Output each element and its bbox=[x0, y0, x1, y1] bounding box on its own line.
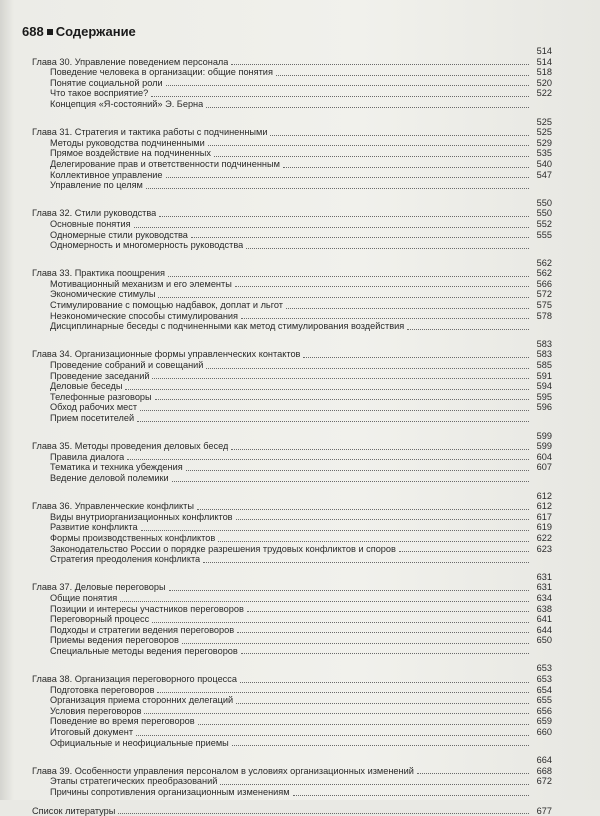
toc-entry bbox=[30, 413, 552, 424]
dot-leader bbox=[155, 398, 529, 400]
toc-entry bbox=[30, 180, 552, 191]
dot-leader bbox=[247, 610, 529, 612]
toc-entry bbox=[30, 371, 552, 382]
toc-entry bbox=[30, 452, 552, 463]
dot-leader bbox=[286, 307, 529, 309]
chapter-block bbox=[30, 491, 552, 565]
chapter-heading-page: 631 bbox=[536, 582, 552, 593]
chapter-block bbox=[30, 198, 552, 251]
dot-leader bbox=[241, 317, 529, 319]
toc-entry bbox=[30, 554, 552, 565]
chapter-start-page bbox=[30, 491, 552, 502]
chapter-heading-page: 653 bbox=[536, 674, 552, 685]
toc-entry-page: 547 bbox=[536, 169, 552, 180]
toc-entry bbox=[30, 593, 552, 604]
toc-entry bbox=[30, 159, 552, 170]
toc-entry-page: 644 bbox=[536, 624, 552, 635]
chapter-start-page-page: 562 bbox=[536, 257, 552, 268]
toc-entry bbox=[30, 625, 552, 636]
bibliography-entry-page: 677 bbox=[536, 805, 552, 816]
dot-leader bbox=[208, 144, 529, 146]
toc-entry-page: 672 bbox=[536, 776, 552, 787]
toc-entry bbox=[30, 170, 552, 181]
dot-leader bbox=[158, 296, 529, 298]
chapter-block bbox=[30, 663, 552, 748]
chapter-heading-title: Глава 37. Деловые переговоры bbox=[32, 582, 166, 593]
chapter-heading bbox=[30, 208, 552, 219]
chapter-heading-title: Глава 30. Управление поведением персонала bbox=[32, 56, 229, 67]
toc-entry-page: 619 bbox=[536, 522, 552, 533]
toc-entry-title: Позиции и интересы участников переговоров bbox=[50, 603, 244, 614]
toc-entry bbox=[30, 706, 552, 717]
toc-entry-page: 622 bbox=[536, 532, 552, 543]
dot-leader bbox=[151, 95, 529, 97]
toc-entry-title: Стратегия преодоления конфликта bbox=[50, 554, 201, 565]
chapter-start-page bbox=[30, 572, 552, 583]
dot-leader bbox=[235, 285, 529, 287]
toc-entry-page: 607 bbox=[536, 462, 552, 473]
toc-entry-title: Причины сопротивления организационным изменениям bbox=[50, 787, 290, 797]
chapter-heading-title: Глава 34. Организационные формы управленческих контактов bbox=[32, 349, 301, 360]
chapter-heading bbox=[30, 766, 552, 777]
toc-entry-page: 655 bbox=[536, 695, 552, 706]
toc-entry bbox=[30, 473, 552, 484]
toc-entry-page: 594 bbox=[536, 381, 552, 392]
toc-entry-page: 566 bbox=[536, 278, 552, 289]
dot-leader bbox=[152, 377, 529, 379]
dot-leader bbox=[198, 723, 529, 725]
toc-entry-title: Развитие конфликта bbox=[50, 522, 138, 533]
toc-entry bbox=[30, 727, 552, 738]
toc-entry-title: Формы производственных конфликтов bbox=[50, 532, 216, 543]
toc-entry-page: 654 bbox=[536, 684, 552, 695]
toc-entry bbox=[30, 787, 552, 798]
dot-leader bbox=[144, 712, 529, 714]
toc-entry-title: Делегирование прав и ответственности подчиненным bbox=[50, 158, 280, 169]
chapter-start-page-page: 599 bbox=[536, 430, 552, 441]
dot-leader bbox=[407, 328, 529, 330]
toc-entry-title: Законодательство России о порядке разрешения трудовых конфликтов и споров bbox=[50, 543, 396, 554]
chapter-heading bbox=[30, 441, 552, 452]
toc-entry-page: 540 bbox=[536, 158, 552, 169]
toc-entry bbox=[30, 311, 552, 322]
toc-entry bbox=[30, 695, 552, 706]
dot-leader bbox=[152, 621, 529, 623]
toc-entry bbox=[30, 88, 552, 99]
dot-leader bbox=[231, 448, 529, 450]
toc-entry bbox=[30, 402, 552, 413]
dot-leader bbox=[136, 734, 529, 736]
toc-entry-title: Приемы ведения переговоров bbox=[50, 635, 179, 646]
dot-leader bbox=[141, 529, 529, 531]
toc-entry-page: 638 bbox=[536, 603, 552, 614]
toc-entry-title: Мотивационный механизм и его элементы bbox=[50, 278, 232, 289]
toc-entry-page: 578 bbox=[536, 310, 552, 321]
toc-entry bbox=[30, 522, 552, 533]
dot-leader bbox=[270, 134, 529, 136]
toc-entry-title: Понятие социальной роли bbox=[50, 77, 163, 88]
toc-entry bbox=[30, 716, 552, 727]
toc-entry-title: Поведение во время переговоров bbox=[50, 716, 195, 727]
chapter-heading-page: 514 bbox=[536, 56, 552, 67]
toc-entry bbox=[30, 289, 552, 300]
toc-entry bbox=[30, 776, 552, 787]
toc-entry bbox=[30, 219, 552, 230]
dot-leader bbox=[293, 794, 529, 796]
dot-leader bbox=[168, 275, 529, 277]
dot-leader bbox=[137, 420, 529, 422]
chapter-block bbox=[30, 339, 552, 424]
dot-leader bbox=[166, 176, 529, 178]
toc-entry bbox=[30, 381, 552, 392]
dot-leader bbox=[236, 702, 529, 704]
dot-leader bbox=[246, 247, 529, 249]
toc-entry-title: Дисциплинарные беседы с подчиненными как метод стимулирования воздействия bbox=[50, 321, 405, 332]
toc-entry-title: Организация приема сторонних делегаций bbox=[50, 695, 234, 706]
toc-entry-page: 617 bbox=[536, 511, 552, 522]
dot-leader bbox=[169, 589, 529, 591]
toc-entry bbox=[30, 738, 552, 749]
toc-entry-title: Управление по целям bbox=[50, 180, 143, 191]
toc-entry bbox=[30, 78, 552, 89]
chapter-heading-page: 583 bbox=[536, 349, 552, 360]
dot-leader bbox=[218, 540, 529, 542]
dot-leader bbox=[206, 367, 529, 369]
toc-entry-title: Правила диалога bbox=[50, 451, 125, 462]
toc-entry-title: Поведение человека в организации: общие понятия bbox=[50, 67, 273, 78]
dot-leader bbox=[399, 550, 529, 552]
toc-entry-title: Официальные и неофициальные приемы bbox=[50, 737, 229, 748]
chapter-start-page-page: 631 bbox=[536, 571, 552, 582]
toc-entry-page: 572 bbox=[536, 289, 552, 300]
toc-entry bbox=[30, 99, 552, 110]
toc-entry bbox=[30, 604, 552, 615]
toc-entry-page: 656 bbox=[536, 705, 552, 716]
table-of-contents bbox=[30, 46, 552, 816]
header-page-number: 688 bbox=[22, 24, 44, 39]
toc-entry-page: 591 bbox=[536, 370, 552, 381]
chapter-start-page bbox=[30, 755, 552, 766]
chapter-start-page-page: 664 bbox=[536, 755, 552, 766]
chapter-start-page bbox=[30, 46, 552, 57]
dot-leader bbox=[206, 106, 529, 108]
chapter-heading bbox=[30, 501, 552, 512]
dot-leader bbox=[182, 642, 529, 644]
dot-leader bbox=[157, 691, 529, 693]
chapter-heading bbox=[30, 268, 552, 279]
chapter-start-page-page: 583 bbox=[536, 338, 552, 349]
chapter-heading-page: 668 bbox=[536, 765, 552, 776]
dot-leader bbox=[125, 388, 529, 390]
dot-leader bbox=[197, 508, 529, 510]
toc-entry-page: 660 bbox=[536, 727, 552, 738]
bibliography-entry-title: Список литературы bbox=[32, 805, 116, 816]
dot-leader bbox=[232, 744, 529, 746]
toc-entry bbox=[30, 533, 552, 544]
chapter-heading-title: Глава 35. Методы проведения деловых бесед bbox=[32, 441, 229, 452]
dot-leader bbox=[172, 480, 529, 482]
dot-leader bbox=[127, 458, 529, 460]
toc-entry-page: 634 bbox=[536, 592, 552, 603]
toc-entry-title: Прямое воздействие на подчиненных bbox=[50, 148, 211, 159]
toc-entry bbox=[30, 685, 552, 696]
toc-entry-title: Проведение заседаний bbox=[50, 370, 150, 381]
toc-entry-title: Переговорный процесс bbox=[50, 614, 150, 625]
chapter-block bbox=[30, 258, 552, 332]
chapter-start-page-page: 653 bbox=[536, 663, 552, 674]
chapter-start-page bbox=[30, 198, 552, 209]
chapter-start-page bbox=[30, 663, 552, 674]
toc-entry-page: 535 bbox=[536, 148, 552, 159]
toc-entry-title: Обход рабочих мест bbox=[50, 402, 138, 413]
chapter-heading-page: 562 bbox=[536, 268, 552, 279]
toc-entry bbox=[30, 279, 552, 290]
toc-entry-page: 585 bbox=[536, 360, 552, 371]
chapter-heading bbox=[30, 582, 552, 593]
dot-leader bbox=[120, 600, 529, 602]
toc-entry-title: Этапы стратегических преобразований bbox=[50, 776, 218, 787]
dot-leader bbox=[276, 74, 529, 76]
chapter-block bbox=[30, 431, 552, 484]
dot-leader bbox=[283, 166, 529, 168]
toc-entry-title: Проведение собраний и совещаний bbox=[50, 360, 204, 371]
toc-entry bbox=[30, 392, 552, 403]
toc-entry-page: 596 bbox=[536, 402, 552, 413]
dot-leader bbox=[159, 215, 529, 217]
square-bullet-icon bbox=[47, 29, 53, 35]
toc-entry bbox=[30, 512, 552, 523]
toc-entry bbox=[30, 148, 552, 159]
toc-entry-page: 555 bbox=[536, 229, 552, 240]
toc-entry-page: 575 bbox=[536, 300, 552, 311]
toc-entry-title: Методы руководства подчиненными bbox=[50, 137, 205, 148]
toc-entry-title: Основные понятия bbox=[50, 218, 131, 229]
dot-leader bbox=[417, 772, 529, 774]
toc-entry-title: Одномерные стили руководства bbox=[50, 229, 188, 240]
dot-leader bbox=[166, 84, 529, 86]
chapter-heading-page: 612 bbox=[536, 501, 552, 512]
toc-entry-title: Виды внутриорганизационных конфликтов bbox=[50, 511, 233, 522]
chapter-heading-title: Глава 31. Стратегия и тактика работы с подчиненными bbox=[32, 127, 268, 138]
toc-entry-page: 520 bbox=[536, 77, 552, 88]
chapter-heading bbox=[30, 674, 552, 685]
toc-entry-page: 529 bbox=[536, 137, 552, 148]
toc-entry-page: 604 bbox=[536, 451, 552, 462]
toc-entry-title: Концепция «Я-состояний» Э. Берна bbox=[50, 98, 204, 109]
chapter-start-page bbox=[30, 117, 552, 128]
dot-leader bbox=[236, 518, 529, 520]
toc-entry-title: Что такое восприятие? bbox=[50, 88, 149, 99]
toc-entry-page: 650 bbox=[536, 635, 552, 646]
toc-entry-title: Условия переговоров bbox=[50, 705, 142, 716]
toc-entry-page: 623 bbox=[536, 543, 552, 554]
dot-leader bbox=[240, 681, 529, 683]
toc-entry-title: Подготовка переговоров bbox=[50, 684, 155, 695]
chapter-block bbox=[30, 46, 552, 110]
dot-leader bbox=[231, 63, 529, 65]
chapter-start-page bbox=[30, 431, 552, 442]
chapter-heading-title: Глава 39. Особенности управления персоналом в условиях организационных изменений bbox=[32, 765, 414, 776]
toc-entry-title: Стимулирование с помощью надбавок, доплат и льгот bbox=[50, 300, 283, 311]
toc-entry-title: Прием посетителей bbox=[50, 413, 135, 423]
toc-entry-title: Экономические стимулы bbox=[50, 289, 156, 300]
toc-entry bbox=[30, 614, 552, 625]
chapter-block bbox=[30, 117, 552, 191]
chapter-heading-title: Глава 32. Стили руководства bbox=[32, 208, 157, 219]
toc-entry-title: Итоговый документ bbox=[50, 727, 134, 738]
toc-entry bbox=[30, 646, 552, 657]
chapter-heading bbox=[30, 57, 552, 68]
dot-leader bbox=[237, 631, 529, 633]
toc-entry-page: 659 bbox=[536, 716, 552, 727]
dot-leader bbox=[241, 652, 529, 654]
chapter-start-page-page: 550 bbox=[536, 197, 552, 208]
dot-leader bbox=[220, 783, 529, 785]
toc-entry bbox=[30, 360, 552, 371]
toc-entry-page: 522 bbox=[536, 88, 552, 99]
chapter-start-page-page: 525 bbox=[536, 116, 552, 127]
toc-entry bbox=[30, 635, 552, 646]
dot-leader bbox=[203, 561, 529, 563]
chapter-block bbox=[30, 572, 552, 657]
chapter-heading-page: 550 bbox=[536, 208, 552, 219]
chapter-heading-title: Глава 38. Организация переговорного процесса bbox=[32, 674, 237, 685]
dot-leader bbox=[303, 356, 529, 358]
dot-leader bbox=[140, 409, 529, 411]
toc-entry bbox=[30, 544, 552, 555]
toc-entry-title: Подходы и стратегии ведения переговоров bbox=[50, 624, 235, 635]
toc-entry bbox=[30, 462, 552, 473]
dot-leader bbox=[214, 155, 529, 157]
toc-entry bbox=[30, 321, 552, 332]
chapter-start-page bbox=[30, 258, 552, 269]
dot-leader bbox=[186, 469, 529, 471]
toc-entry bbox=[30, 138, 552, 149]
toc-entry-page: 595 bbox=[536, 391, 552, 402]
toc-entry-page: 552 bbox=[536, 218, 552, 229]
dot-leader bbox=[118, 812, 529, 814]
toc-entry bbox=[30, 230, 552, 241]
dot-leader bbox=[134, 226, 529, 228]
dot-leader bbox=[146, 187, 529, 189]
toc-entry-title: Неэкономические способы стимулирования bbox=[50, 310, 239, 321]
toc-entry-title: Ведение деловой полемики bbox=[50, 472, 169, 483]
chapter-start-page bbox=[30, 339, 552, 350]
toc-entry-title: Общие понятия bbox=[50, 592, 118, 603]
toc-entry-title: Деловые беседы bbox=[50, 381, 123, 392]
dot-leader bbox=[191, 236, 529, 238]
chapter-start-page-page: 612 bbox=[536, 490, 552, 501]
chapter-block bbox=[30, 755, 552, 797]
chapter-heading-page: 525 bbox=[536, 127, 552, 138]
toc-entry-title: Тематика и техника убеждения bbox=[50, 462, 183, 473]
chapter-heading-page: 599 bbox=[536, 441, 552, 452]
chapter-heading bbox=[30, 349, 552, 360]
toc-entry bbox=[30, 240, 552, 251]
toc-entry-page: 641 bbox=[536, 614, 552, 625]
chapter-heading bbox=[30, 127, 552, 138]
toc-entry-page: 518 bbox=[536, 67, 552, 78]
toc-entry-title: Телефонные разговоры bbox=[50, 391, 152, 402]
chapter-heading-title: Глава 36. Управленческие конфликты bbox=[32, 501, 194, 512]
chapter-heading-title: Глава 33. Практика поощрения bbox=[32, 268, 166, 279]
toc-entry-title: Коллективное управление bbox=[50, 169, 163, 180]
bibliography-entry bbox=[30, 806, 552, 816]
toc-entry bbox=[30, 300, 552, 311]
running-header bbox=[22, 24, 136, 39]
toc-entry-title: Специальные методы ведения переговоров bbox=[50, 645, 238, 656]
header-title: Содержание bbox=[55, 24, 136, 39]
chapter-start-page-page: 514 bbox=[536, 46, 552, 56]
toc-entry-title: Одномерность и многомерность руководства bbox=[50, 240, 244, 251]
toc-entry bbox=[30, 67, 552, 78]
